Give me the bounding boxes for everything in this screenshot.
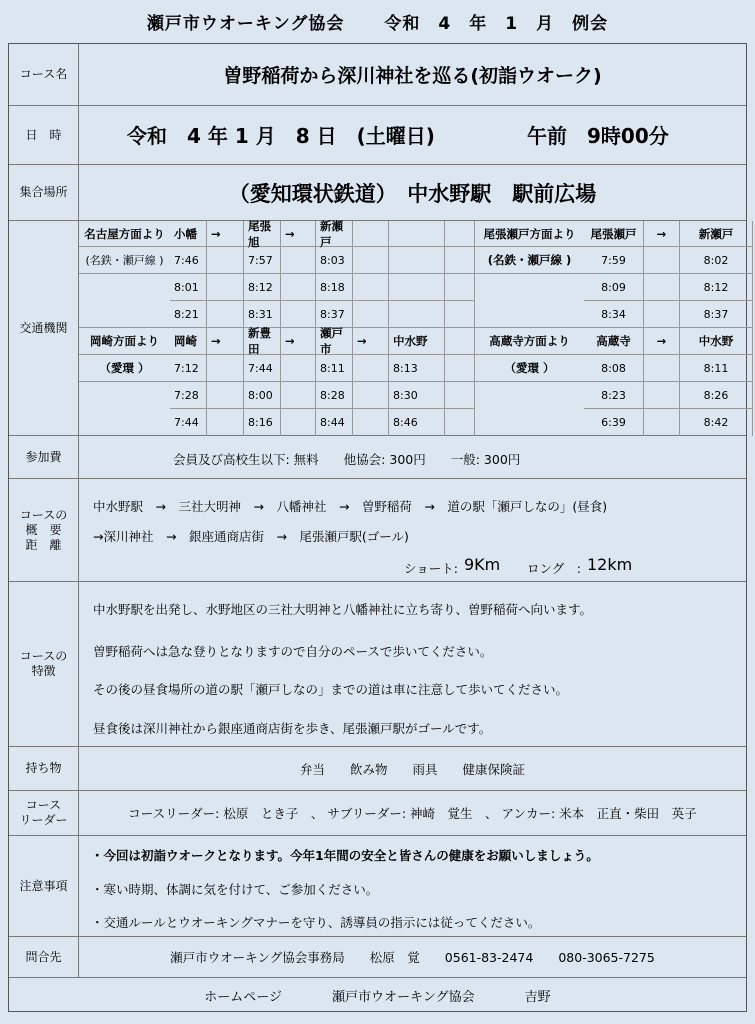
owariseto-station-header: 新瀬戸 bbox=[680, 221, 753, 247]
blank-cell bbox=[207, 382, 244, 409]
blank-cell bbox=[353, 355, 389, 382]
kozoji-time-cell: 8:11 bbox=[680, 355, 753, 382]
blank-cell bbox=[644, 274, 680, 301]
blank-cell bbox=[389, 274, 445, 301]
okazaki-from-label: 岡崎方面より bbox=[79, 328, 170, 355]
leaders-value: コースリーダー: 松原 とき子 、 サブリーダー: 神崎 覚生 、 アンカー: 米本 正直・柴田 英子 bbox=[128, 806, 697, 821]
nagoya-station-header: 尾張旭 bbox=[244, 221, 281, 247]
fee-value: 会員及び高校生以下: 無料 他協会: 300円 一般: 300円 bbox=[173, 452, 521, 467]
row-notes bbox=[9, 836, 746, 937]
feature-line-4: 昼食後は深川神社から銀座通商店街を歩き、尾張瀬戸駅がゴールです。 bbox=[93, 721, 492, 736]
nagoya-station-header bbox=[445, 221, 475, 247]
okazaki-time-cell: 8:44 bbox=[316, 409, 353, 436]
homepage-label: ホームページ bbox=[204, 989, 283, 1005]
course-name: 曽野稲荷から深川神社を巡る(初詣ウオーク) bbox=[223, 65, 602, 87]
header-date: 令和 4 年 1 月 例会 bbox=[384, 14, 609, 34]
blank-cell bbox=[445, 274, 475, 301]
row-belongings bbox=[9, 747, 746, 791]
kozoji-line-label: （愛環 ） bbox=[475, 355, 584, 382]
okazaki-time-cell: 8:28 bbox=[316, 382, 353, 409]
blank-cell bbox=[644, 409, 680, 436]
meeting-label: 集合場所 bbox=[9, 165, 79, 220]
row-datetime bbox=[9, 106, 746, 165]
nagoya-station-header: 小幡 bbox=[170, 221, 207, 247]
owariseto-station-header: 尾張瀬戸 bbox=[584, 221, 644, 247]
kozoji-time-cell: 8:42 bbox=[680, 409, 753, 436]
blank-cell bbox=[281, 247, 316, 274]
blank-cell bbox=[281, 301, 316, 328]
nagoya-station-header bbox=[353, 221, 389, 247]
blank-cell bbox=[445, 409, 475, 436]
fee-label: 参加費 bbox=[9, 436, 79, 478]
owariseto-time-cell: 8:12 bbox=[680, 274, 753, 301]
owariseto-time-cell: 8:09 bbox=[584, 274, 644, 301]
contact-label: 問合先 bbox=[9, 937, 79, 977]
event-date: 令和 4 年 1 月 8 日 (土曜日) bbox=[127, 124, 435, 148]
event-table bbox=[8, 43, 747, 1012]
row-contact bbox=[9, 937, 746, 978]
blank-cell bbox=[281, 355, 316, 382]
owariseto-time-cell: 7:59 bbox=[584, 247, 644, 274]
owariseto-line-label: (名鉄・瀬戸線 ) bbox=[475, 247, 584, 274]
blank-cell bbox=[207, 301, 244, 328]
kozoji-station-header: → bbox=[644, 328, 680, 355]
route-line-1: 中水野駅 → 三社大明神 → 八幡神社 → 曽野稲荷 → 道の駅「瀬戸しなの」(昼食) bbox=[93, 499, 608, 514]
feature-line-1: 中水野駅を出発し、水野地区の三社大明神と八幡神社に立ち寄り、曽野稲荷へ向います。 bbox=[93, 602, 593, 617]
blank-cell bbox=[353, 274, 389, 301]
nagoya-time-cell: 7:46 bbox=[170, 247, 207, 274]
blank-cell bbox=[445, 247, 475, 274]
short-distance: 9Km bbox=[464, 555, 501, 574]
meeting-place: （愛知環状鉄道） 中水野駅 駅前広場 bbox=[228, 181, 597, 206]
okazaki-station-header: 新豊田 bbox=[244, 328, 281, 355]
kozoji-time-cell: 8:08 bbox=[584, 355, 644, 382]
blank-cell bbox=[353, 301, 389, 328]
okazaki-time-cell: 8:16 bbox=[244, 409, 281, 436]
contact-value: 瀬戸市ウオーキング協会事務局 松原 覚 0561-83-2474 080-3065-7275 bbox=[170, 950, 655, 965]
okazaki-blank bbox=[79, 382, 170, 436]
event-time: 午前 9時00分 bbox=[527, 124, 669, 148]
kozoji-station-header: 中水野 bbox=[680, 328, 753, 355]
blank-cell bbox=[353, 409, 389, 436]
blank-cell bbox=[281, 274, 316, 301]
owariseto-time-cell: 8:34 bbox=[584, 301, 644, 328]
owariseto-blank bbox=[475, 274, 584, 328]
short-label: ショート: bbox=[404, 561, 458, 576]
okazaki-time-cell: 8:00 bbox=[244, 382, 281, 409]
long-distance: 12km bbox=[587, 555, 633, 574]
belongings-label: 持ち物 bbox=[9, 747, 79, 790]
nagoya-time-cell: 8:37 bbox=[316, 301, 353, 328]
blank-cell bbox=[445, 301, 475, 328]
nagoya-time-cell: 8:12 bbox=[244, 274, 281, 301]
okazaki-station-header: 中水野 bbox=[389, 328, 445, 355]
footer bbox=[9, 978, 746, 1012]
kozoji-blank bbox=[475, 382, 584, 436]
okazaki-time-cell: 8:46 bbox=[389, 409, 445, 436]
long-label: ロング : bbox=[527, 561, 581, 576]
okazaki-station-header: → bbox=[207, 328, 244, 355]
okazaki-station-header bbox=[445, 328, 475, 355]
okazaki-station-header: → bbox=[353, 328, 389, 355]
kozoji-time-cell: 8:26 bbox=[680, 382, 753, 409]
blank-cell bbox=[644, 382, 680, 409]
blank-cell bbox=[353, 247, 389, 274]
kozoji-from-label: 高蔵寺方面より bbox=[475, 328, 584, 355]
kozoji-time-cell: 6:39 bbox=[584, 409, 644, 436]
route-line-2: →深川神社 → 銀座通商店街 → 尾張瀬戸駅(ゴール) bbox=[93, 529, 409, 544]
footer-name: 吉野 bbox=[524, 989, 551, 1005]
row-outline bbox=[9, 479, 746, 582]
row-features bbox=[9, 582, 746, 747]
okazaki-time-cell: 8:11 bbox=[316, 355, 353, 382]
nagoya-from-label: 名古屋方面より bbox=[79, 221, 170, 247]
okazaki-time-cell: 8:30 bbox=[389, 382, 445, 409]
nagoya-station-header bbox=[389, 221, 445, 247]
okazaki-station-header: 岡崎 bbox=[170, 328, 207, 355]
footer-org: 瀬戸市ウオーキング協会 bbox=[332, 989, 475, 1005]
nagoya-station-header: → bbox=[207, 221, 244, 247]
okazaki-time-cell: 7:44 bbox=[244, 355, 281, 382]
nagoya-time-cell: 8:18 bbox=[316, 274, 353, 301]
blank-cell bbox=[644, 247, 680, 274]
transport-grid bbox=[79, 218, 746, 435]
owariseto-from-label: 尾張瀬戸方面より bbox=[475, 221, 584, 247]
okazaki-time-cell: 7:44 bbox=[170, 409, 207, 436]
blank-cell bbox=[281, 409, 316, 436]
transport-label: 交通機関 bbox=[9, 221, 79, 435]
note-line-3: ・交通ルールとウオーキングマナーを守り、誘導員の指示には従ってください。 bbox=[91, 915, 541, 930]
nagoya-station-header: → bbox=[281, 221, 316, 247]
blank-cell bbox=[644, 301, 680, 328]
okazaki-time-cell: 7:28 bbox=[170, 382, 207, 409]
nagoya-blank bbox=[79, 274, 170, 328]
owariseto-time-cell: 8:02 bbox=[680, 247, 753, 274]
nagoya-time-cell: 8:03 bbox=[316, 247, 353, 274]
note-line-2: ・寒い時期、体調に気を付けて、ご参加ください。 bbox=[91, 882, 379, 897]
row-fee bbox=[9, 436, 746, 479]
feature-line-3: その後の昼食場所の道の駅「瀬戸しなの」までの道は車に注意して歩いてください。 bbox=[93, 682, 569, 697]
row-course bbox=[9, 44, 746, 106]
page-header bbox=[0, 0, 755, 43]
blank-cell bbox=[445, 355, 475, 382]
owariseto-station-header: → bbox=[644, 221, 680, 247]
kozoji-time-cell: 8:23 bbox=[584, 382, 644, 409]
blank-cell bbox=[207, 247, 244, 274]
blank-cell bbox=[281, 382, 316, 409]
feature-line-2: 曽野稲荷へは急な登りとなりますので自分のペースで歩いてください。 bbox=[93, 644, 493, 659]
datetime-label: 日 時 bbox=[9, 106, 79, 164]
nagoya-time-cell: 8:01 bbox=[170, 274, 207, 301]
blank-cell bbox=[353, 382, 389, 409]
blank-cell bbox=[445, 382, 475, 409]
nagoya-time-cell: 7:57 bbox=[244, 247, 281, 274]
okazaki-time-cell: 7:12 bbox=[170, 355, 207, 382]
blank-cell bbox=[644, 355, 680, 382]
nagoya-time-cell: 8:21 bbox=[170, 301, 207, 328]
okazaki-line-label: （愛環 ） bbox=[79, 355, 170, 382]
nagoya-line-label: (名鉄・瀬戸線 ) bbox=[79, 247, 170, 274]
row-meeting bbox=[9, 165, 746, 221]
features-label: コースの 特徴 bbox=[9, 582, 79, 746]
blank-cell bbox=[389, 301, 445, 328]
row-leaders bbox=[9, 791, 746, 836]
okazaki-station-header: 瀬戸市 bbox=[316, 328, 353, 355]
okazaki-time-cell: 8:13 bbox=[389, 355, 445, 382]
leaders-label: コース リーダー bbox=[9, 791, 79, 835]
course-label: コース名 bbox=[9, 44, 79, 105]
belongings-value: 弁当 飲み物 雨具 健康保険証 bbox=[299, 761, 525, 777]
nagoya-station-header: 新瀬戸 bbox=[316, 221, 353, 247]
kozoji-station-header: 高蔵寺 bbox=[584, 328, 644, 355]
blank-cell bbox=[389, 247, 445, 274]
blank-cell bbox=[207, 409, 244, 436]
note-line-1: ・今回は初詣ウオークとなります。今年1年間の安全と皆さんの健康をお願いしましょう。 bbox=[91, 848, 599, 863]
header-org: 瀬戸市ウオーキング協会 bbox=[146, 14, 345, 34]
blank-cell bbox=[207, 274, 244, 301]
owariseto-time-cell: 8:37 bbox=[680, 301, 753, 328]
nagoya-time-cell: 8:31 bbox=[244, 301, 281, 328]
notes-label: 注意事項 bbox=[9, 836, 79, 936]
row-transport bbox=[9, 218, 746, 436]
outline-label: コースの 概 要 距 離 bbox=[9, 479, 79, 581]
okazaki-station-header: → bbox=[281, 328, 316, 355]
blank-cell bbox=[207, 355, 244, 382]
